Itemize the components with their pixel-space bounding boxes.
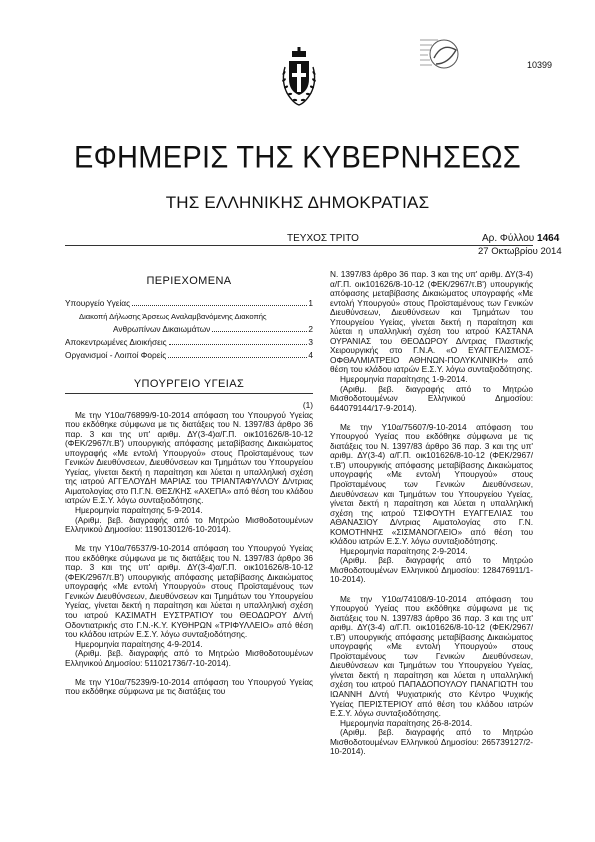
contents-heading: ΠΕΡΙΕΧΟΜΕΝΑ — [146, 275, 232, 287]
table-of-contents — [65, 296, 313, 361]
toc-item-page: 2 — [308, 324, 313, 334]
decision-number: (1) — [302, 400, 313, 410]
resignation-date: Ημερομηνία παραίτησης 1-9-2014. — [340, 374, 468, 385]
issue-type: ΤΕΥΧΟΣ ΤΡΙΤΟ — [287, 233, 359, 244]
toc-leader-dots — [212, 331, 307, 332]
toc-item-label: Διακοπή Δήλωσης Άρσεως Αναλαμβανόμενης Διακοπής — [79, 312, 267, 321]
toc-item-page: 3 — [308, 337, 313, 347]
header-rule — [65, 245, 533, 246]
sheet-number: 1464 — [537, 233, 560, 244]
toc-item[interactable] — [65, 322, 313, 335]
right-column — [330, 270, 533, 757]
toc-item-label: Υπουργείο Υγείας — [65, 298, 131, 308]
toc-item-page: 1 — [308, 298, 313, 308]
greek-coat-of-arms-emblem — [279, 47, 319, 109]
sheet-number-line — [482, 233, 559, 244]
resignation-date: Ημερομηνία παραίτησης 2-9-2014. — [340, 545, 468, 556]
decision-paragraph: Με την Υ10α/75607/9-10-2014 απόφαση του Υπουργού Υγείας που εκδόθηκε σύμφωνα με τις διατάξεις του Ν. 1397/83 άρθρο 36 παρ. 3 και της υπ' αριθμ. ΔΥ(3-4) α/Γ.Π. οικ101626/8-10-12 (ΦΕΚ/2967/τ.Β') υπουργικής απόφασης μεταβίβασης Δικαιώματος υπογραφής «Με εντολή Υπουργού» στους Προϊσταμένους των Γενικών Διευθύνσεων, Διευθύνσεων και Τμημάτων του Υπουργείου Υγείας, γίνεται δεκτή η παραίτηση και λύεται η υπαλληλική σχέση της ιατρού ΤΣΙΦΟΥΤΗ ΕΥΑΓΓΕΛΙΑΣ του ΑΘΑΝΑΣΙΟΥ Δ/ντριας Αιματολογίας στο Γ.Ν. ΚΟΜΟΤΗΝΗΣ «ΣΙΣΜΑΝΟΓΛΕΙΟ» από θέση του κλάδου ιατρών Ε.Σ.Υ. λόγω συνταξιοδότησης. — [330, 421, 533, 547]
toc-item[interactable] — [65, 296, 313, 309]
toc-item[interactable] — [65, 309, 313, 322]
deletion-certificate: (Αριθμ. βεβ. διαγραφής από το Μητρώο Μισθοδοτουμένων Ελληνικού Δημοσίου: 511021736/7-10-2014). — [65, 648, 313, 668]
deletion-certificate: (Αριθμ. βεβ. διαγραφής από το Μητρώο Μισθοδοτουμένων Ελληνικού Δημοσίου: 119013012/6-10-2014). — [65, 514, 313, 535]
toc-item[interactable] — [65, 348, 313, 361]
resignation-date: Ημερομηνία παραίτησης 5-9-2014. — [75, 505, 203, 516]
section-rule — [65, 393, 313, 394]
toc-item-label: Αποκεντρωμένες Διοικήσεις — [65, 337, 167, 347]
toc-leader-dots — [132, 305, 307, 306]
decision-paragraph: Με την Υ10α/76537/9-10-2014 απόφαση του Υπουργού Υγείας που εκδόθηκε σύμφωνα με τις διατάξεις του Ν. 1397/83 άρθρο 36 παρ. 3 και της υπ' αριθμ. ΔΥ(3-4)α/Γ.Π. οικ101626/8-10-12 (ΦΕΚ/2967/τ.Β') υπουργικής απόφασης μεταβίβασης Δικαιώματος υπογραφής «Με εντολή Υπουργού» στους Προϊσταμένους των Γενικών Διευθύνσεων, Διευθύνσεων και Τμημάτων του Υπουργείου Υγείας, γίνεται δεκτή η παραίτηση και λύεται η υπαλληλική σχέση του ιατρού ΚΑΣΙΜΑΤΗ ΕΥΣΤΡΑΤΙΟΥ του ΘΕΟΔΩΡΟΥ Δ/ντή Οδοντιατρικής στο Γ.Ν.-Κ.Υ. ΚΥΘΗΡΩΝ «ΤΡΙΦΥΛΛΕΙΟ» από θέση του κλάδου ιατρών Ε.Σ.Υ. λόγω συνταξιοδότησης. — [65, 543, 313, 640]
resignation-date: Ημερομηνία παραίτησης 26-8-2014. — [340, 717, 473, 728]
issue-date: 27 Οκτωβρίου 2014 — [478, 246, 562, 257]
toc-item-label: Ανθρωπίνων Δικαιωμάτων — [113, 324, 211, 334]
deletion-certificate: (Αριθμ. βεβ. διαγραφής από το Μητρώο Μισθοδοτουμένων Ελληνικού Δημοσίου: 128476911/1-10-2014). — [330, 555, 533, 585]
decision-paragraph: Με την Υ10α/76899/9-10-2014 απόφαση του Υπουργού Υγείας που εκδόθηκε σύμφωνα με τις διατάξεις του Ν. 1397/83 άρθρο 36 παρ. 3 και της υπ' αριθμ. ΔΥ(3-4)α/Γ.Π. οικ101626/8-10-12 (ΦΕΚ/2967/τ.Β') υπουργικής απόφασης μεταβίβασης Δικαιώματος υπογραφής «Με εντολή Υπουργού» στους Προϊσταμένους των Γενικών Διευθύνσεων, Διευθύνσεων και Τμημάτων του Υπουργείου Υγείας, γίνεται δεκτή η παραίτηση και λύεται η υπαλληλική σχέση της ιατρού ΑΓΓΕΛΟΥΔΗ ΜΑΡΙΑΣ του ΤΡΙΑΝΤΑΦΥΛΛΟΥ Δ/ντριας Αιματολογίας στο Π.Γ.Ν. ΘΕΣ/ΚΗΣ «ΑΧΕΠΑ» από θέση του κλάδου ιατρών Ε.Σ.Υ. λόγω συνταξιοδότησης. — [65, 409, 313, 506]
toc-item[interactable] — [65, 335, 313, 348]
sheet-label: Αρ. Φύλλου — [482, 233, 535, 244]
decision-paragraph: Με την Υ10α/74108/9-10-2014 απόφαση του Υπουργού Υγείας που εκδόθηκε σύμφωνα με τις διατάξεις του Ν. 1397/83 άρθρο 36 παρ. 3 και της υπ' αριθμ. ΔΥ(3-4) α/Γ.Π. οικ101626/8-10-12 (ΦΕΚ/2967/τ.Β') υπουργικής απόφασης μεταβίβασης Δικαιώματος υπογραφής «Με εντολή Υπουργού» στους Προϊσταμένους των Γενικών Διευθύνσεων, Διευθύνσεων και Τμημάτων του Υπουργείου Υγείας, γίνεται δεκτή η παραίτηση και λύεται η υπαλληλική σχέση του ιατρού ΠΑΠΑΔΟΠΟΥΛΟΥ ΠΑΝΑΓΙΩΤΗ του ΙΩΑΝΝΗ Δ/ντή Ψυχιατρικής στο Κέντρο Ψυχικής Υγείας ΠΕΡΙΣΤΕΡΙΟΥ από θέση του κλάδου ιατρών Ε.Σ.Υ. λόγω συνταξιοδότησης. — [330, 593, 533, 719]
gazette-title: ΕΦΗΜΕΡΙΣ ΤΗΣ ΚΥΒΕΡΝΗΣΕΩΣ — [73, 140, 522, 176]
page-number: 10399 — [527, 60, 553, 70]
deletion-certificate: (Αριθμ. βεβ. διαγραφής από το Μητρώο Μισθοδοτουμένων Ελληνικού Δημοσίου: 644079144/17-9-2014). — [330, 383, 533, 413]
section-heading: ΥΠΟΥΡΓΕΙΟ ΥΓΕΙΑΣ — [133, 378, 245, 390]
toc-item-page: 4 — [308, 350, 313, 360]
decision-paragraph: Με την Υ10α/75239/9-10-2014 απόφαση του Υπουργού Υγείας που εκδόθηκε σύμφωνα με τις διατάξεις του — [65, 676, 313, 697]
deletion-certificate: (Αριθμ. βεβ. διαγραφής από το Μητρώο Μισθοδοτουμένων Ελληνικού Δημοσίου: 265739127/2-10-2014). — [330, 727, 533, 757]
digital-signature-stamp — [418, 34, 466, 74]
resignation-date: Ημερομηνία παραίτησης 4-9-2014. — [75, 638, 203, 649]
decision-paragraph: Ν. 1397/83 άρθρο 36 παρ. 3 και της υπ' αριθμ. ΔΥ(3-4) α/Γ.Π. οικ101626/8-10-12 (ΦΕΚ/2967/τ.Β') υπουργικής απόφασης μεταβίβασης Δικαιώματος υπογραφής «Με εντολή Υπουργού» στους Προϊσταμένους των Γενικών Διευθύνσεων, Διευθύνσεων και Τμημάτων του Υπουργείου Υγείας, γίνεται δεκτή η παραίτηση και λύεται η υπαλληλική σχέση του ιατρού ΚΑΣΤΑΝΑ ΟΥΡΑΝΙΑΣ του ΘΕΟΔΩΡΟΥ Δ/ντριας Πλαστικής Χειρουργικής στο Γ.Ν.Α. «Ο ΕΥΑΓΓΕΛΙΣΜΟΣ-ΟΦΘΑΛΜΙΑΤΡΕΙΟ ΑΘΗΝΩΝ-ΠΟΛΥΚΛΙΝΙΚΗ» από θέση του κλάδου ιατρών Ε.Σ.Υ. λόγω συνταξιοδότησης. — [330, 269, 533, 375]
gazette-subtitle: ΤΗΣ ΕΛΛΗΝΙΚΗΣ ΔΗΜΟΚΡΑΤΙΑΣ — [165, 193, 430, 212]
toc-leader-dots — [169, 344, 308, 345]
left-column — [65, 401, 313, 697]
toc-item-label: Οργανισμοί - Λοιποί Φορείς — [65, 350, 167, 360]
toc-leader-dots — [168, 357, 307, 358]
